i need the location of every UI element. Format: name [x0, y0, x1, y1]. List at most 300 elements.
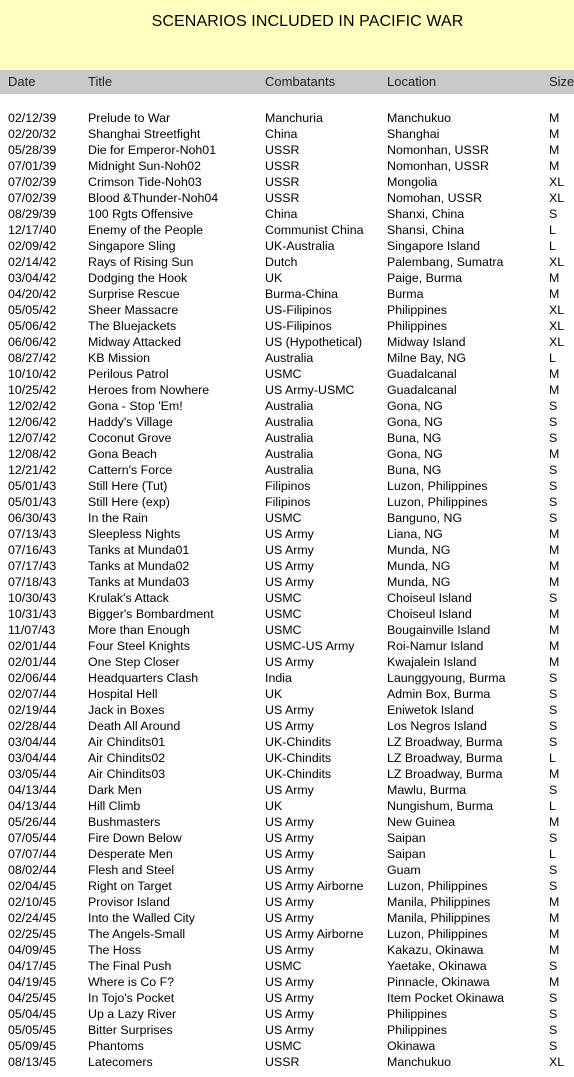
- scenario-location: Manchukuo: [387, 111, 452, 125]
- scenario-combatants: US Army: [265, 703, 314, 717]
- scenario-date: 08/29/39: [8, 207, 57, 221]
- scenario-size: M: [549, 159, 560, 173]
- table-row: [0, 254, 574, 270]
- scenario-location: Luzon, Philippines: [387, 495, 488, 509]
- scenario-size: M: [549, 943, 560, 957]
- scenario-size: M: [549, 367, 560, 381]
- table-row: [0, 462, 574, 478]
- scenario-title: Singapore Sling: [88, 239, 176, 253]
- scenario-location: Banguno, NG: [387, 511, 463, 525]
- scenario-size: L: [549, 351, 556, 365]
- scenario-location: Burma: [387, 287, 424, 301]
- scenario-date: 08/13/45: [8, 1055, 57, 1069]
- scenario-size: S: [549, 831, 558, 845]
- scenario-title: Dodging the Hook: [88, 271, 188, 285]
- scenario-title: Right on Target: [88, 879, 172, 893]
- scenario-size: S: [549, 1023, 558, 1037]
- table-row: [0, 638, 574, 654]
- scenario-size: S: [549, 959, 558, 973]
- table-header: [0, 70, 574, 94]
- scenario-combatants: Manchuria: [265, 111, 323, 125]
- scenario-combatants: US Army: [265, 1007, 314, 1021]
- scenario-combatants: US Army: [265, 783, 314, 797]
- scenario-date: 10/10/42: [8, 367, 57, 381]
- scenario-combatants: Australia: [265, 431, 314, 445]
- scenario-size: XL: [549, 1055, 565, 1069]
- scenario-size: M: [549, 143, 560, 157]
- table-row: [0, 590, 574, 606]
- scenario-date: 07/02/39: [8, 191, 57, 205]
- scenario-title: Bigger's Bombardment: [88, 607, 214, 621]
- scenario-size: M: [549, 543, 560, 557]
- scenario-location: LZ Broadway, Burma: [387, 751, 503, 765]
- scenario-title: Up a Lazy River: [88, 1007, 177, 1021]
- table-row: [0, 878, 574, 894]
- scenario-size: S: [549, 431, 558, 445]
- scenario-combatants: US Army: [265, 527, 314, 541]
- scenario-date: 04/19/45: [8, 975, 57, 989]
- table-row: [0, 558, 574, 574]
- table-row: [0, 718, 574, 734]
- scenario-location: Buna, NG: [387, 431, 442, 445]
- scenario-title: Coconut Grove: [88, 431, 172, 445]
- scenario-date: 02/04/45: [8, 879, 57, 893]
- scenario-date: 10/25/42: [8, 383, 57, 397]
- scenario-location: Mawlu, Burma: [387, 783, 467, 797]
- table-row: [0, 702, 574, 718]
- scenario-title: Still Here (exp): [88, 495, 170, 509]
- scenario-location: Manila, Philippines: [387, 895, 491, 909]
- scenario-size: S: [549, 399, 558, 413]
- scenario-location: Luzon, Philippines: [387, 479, 488, 493]
- scenario-date: 02/07/44: [8, 687, 57, 701]
- scenario-title: Phantoms: [88, 1039, 144, 1053]
- scenario-date: 12/02/42: [8, 399, 57, 413]
- scenario-combatants: Australia: [265, 447, 314, 461]
- table-row: [0, 494, 574, 510]
- scenario-location: Luzon, Philippines: [387, 927, 488, 941]
- scenario-combatants: US Army: [265, 559, 314, 573]
- scenario-combatants: US Army: [265, 943, 314, 957]
- scenario-title: Bushmasters: [88, 815, 161, 829]
- scenario-location: Yaetake, Okinawa: [387, 959, 487, 973]
- scenario-combatants: US Army-USMC: [265, 383, 355, 397]
- scenario-date: 02/14/42: [8, 255, 57, 269]
- scenario-combatants: Dutch: [265, 255, 298, 269]
- scenario-title: In Tojo's Pocket: [88, 991, 175, 1005]
- scenario-title: Midnight Sun-Noh02: [88, 159, 201, 173]
- scenario-size: L: [549, 223, 556, 237]
- scenario-date: 02/10/45: [8, 895, 57, 909]
- scenario-size: M: [549, 111, 560, 125]
- scenario-date: 04/09/45: [8, 943, 57, 957]
- scenario-location: Bougainville Island: [387, 623, 491, 637]
- scenario-location: Item Pocket Okinawa: [387, 991, 505, 1005]
- scenario-combatants: USMC: [265, 607, 302, 621]
- scenario-size: M: [549, 575, 560, 589]
- scenario-combatants: US Army: [265, 575, 314, 589]
- scenario-title: Fire Down Below: [88, 831, 182, 845]
- table-row: [0, 894, 574, 910]
- scenario-title: Shanghai Streetfight: [88, 127, 201, 141]
- scenario-table: [0, 110, 574, 1070]
- table-row: [0, 414, 574, 430]
- table-row: [0, 974, 574, 990]
- scenario-size: L: [549, 847, 556, 861]
- scenario-combatants: Australia: [265, 463, 314, 477]
- scenario-size: M: [549, 639, 560, 653]
- scenario-combatants: US-Filipinos: [265, 319, 332, 333]
- scenario-size: S: [549, 591, 558, 605]
- scenario-location: Guam: [387, 863, 421, 877]
- table-row: [0, 574, 574, 590]
- scenario-title: The Bluejackets: [88, 319, 177, 333]
- scenario-title: Krulak's Attack: [88, 591, 169, 605]
- table-row: [0, 430, 574, 446]
- scenario-title: Surprise Rescue: [88, 287, 180, 301]
- scenario-combatants: UK-Chindits: [265, 767, 332, 781]
- scenario-date: 03/04/42: [8, 271, 57, 285]
- scenario-combatants: USMC: [265, 623, 302, 637]
- table-row: [0, 158, 574, 174]
- scenario-title: Jack in Boxes: [88, 703, 165, 717]
- scenario-combatants: UK: [265, 799, 283, 813]
- table-row: [0, 1054, 574, 1070]
- scenario-location: Manchukuo: [387, 1055, 452, 1069]
- table-row: [0, 862, 574, 878]
- scenario-location: Kakazu, Okinawa: [387, 943, 484, 957]
- scenario-date: 10/30/43: [8, 591, 57, 605]
- scenario-size: XL: [549, 175, 565, 189]
- table-row: [0, 942, 574, 958]
- scenario-location: Shanxi, China: [387, 207, 465, 221]
- table-row: [0, 446, 574, 462]
- scenario-location: Luzon, Philippines: [387, 879, 488, 893]
- scenario-location: Munda, NG: [387, 543, 451, 557]
- scenario-title: Gona - Stop 'Em!: [88, 399, 183, 413]
- scenario-combatants: UK: [265, 271, 283, 285]
- scenario-combatants: USMC: [265, 1039, 302, 1053]
- table-row: [0, 110, 574, 126]
- scenario-title: Bitter Surprises: [88, 1023, 173, 1037]
- scenario-date: 07/01/39: [8, 159, 57, 173]
- scenario-date: 04/13/44: [8, 799, 57, 813]
- table-row: [0, 830, 574, 846]
- scenario-title: Perilous Patrol: [88, 367, 169, 381]
- scenario-combatants: India: [265, 671, 292, 685]
- scenario-size: M: [549, 383, 560, 397]
- scenario-combatants: USSR: [265, 191, 300, 205]
- scenario-location: Choiseul Island: [387, 607, 472, 621]
- scenario-combatants: US Army Airborne: [265, 879, 364, 893]
- scenario-location: LZ Broadway, Burma: [387, 767, 503, 781]
- scenario-date: 04/25/45: [8, 991, 57, 1005]
- scenario-size: M: [549, 623, 560, 637]
- scenario-location: Philippines: [387, 1007, 447, 1021]
- scenario-date: 02/19/44: [8, 703, 57, 717]
- scenario-location: Munda, NG: [387, 559, 451, 573]
- scenario-date: 02/24/45: [8, 911, 57, 925]
- scenario-size: M: [549, 655, 560, 669]
- scenario-combatants: UK-Chindits: [265, 751, 332, 765]
- scenario-combatants: US Army: [265, 1023, 314, 1037]
- scenario-title: Heroes from Nowhere: [88, 383, 210, 397]
- scenario-date: 02/06/44: [8, 671, 57, 685]
- scenario-date: 10/31/43: [8, 607, 57, 621]
- scenario-combatants: China: [265, 207, 298, 221]
- table-row: [0, 958, 574, 974]
- scenario-date: 05/06/42: [8, 319, 57, 333]
- scenario-date: 07/05/44: [8, 831, 57, 845]
- scenario-date: 05/05/42: [8, 303, 57, 317]
- scenario-location: Pinnacle, Okinawa: [387, 975, 490, 989]
- scenario-date: 05/01/43: [8, 479, 57, 493]
- scenario-size: XL: [549, 319, 565, 333]
- scenario-location: Palembang, Sumatra: [387, 255, 504, 269]
- scenario-combatants: UK-Chindits: [265, 735, 332, 749]
- scenario-location: Nomonhan, USSR: [387, 143, 489, 157]
- scenario-combatants: China: [265, 127, 298, 141]
- scenario-date: 02/09/42: [8, 239, 57, 253]
- scenario-size: S: [549, 207, 558, 221]
- table-row: [0, 270, 574, 286]
- column-header-combatants: Combatants: [265, 74, 336, 89]
- table-row: [0, 222, 574, 238]
- scenario-date: 06/06/42: [8, 335, 57, 349]
- scenario-location: Okinawa: [387, 1039, 436, 1053]
- scenario-title: Haddy's Village: [88, 415, 173, 429]
- scenario-title: More than Enough: [88, 623, 190, 637]
- table-row: [0, 286, 574, 302]
- column-header-size: Size: [549, 74, 574, 89]
- scenario-location: Gona, NG: [387, 399, 443, 413]
- scenario-date: 05/01/43: [8, 495, 57, 509]
- scenario-size: S: [549, 1039, 558, 1053]
- scenario-location: New Guinea: [387, 815, 456, 829]
- column-header-date: Date: [8, 74, 36, 89]
- scenario-location: Mongolia: [387, 175, 438, 189]
- scenario-combatants: US Army: [265, 991, 314, 1005]
- scenario-title: Into the Walled City: [88, 911, 195, 925]
- scenario-combatants: Burma-China: [265, 287, 338, 301]
- table-row: [0, 206, 574, 222]
- scenario-size: M: [549, 559, 560, 573]
- scenario-size: L: [549, 751, 556, 765]
- scenario-combatants: USMC: [265, 959, 302, 973]
- scenario-title: Death All Around: [88, 719, 181, 733]
- scenario-title: 100 Rgts Offensive: [88, 207, 194, 221]
- scenario-combatants: UK: [265, 687, 283, 701]
- scenario-title: Blood &Thunder-Noh04: [88, 191, 219, 205]
- scenario-combatants: UK-Australia: [265, 239, 335, 253]
- scenario-date: 04/20/42: [8, 287, 57, 301]
- scenario-title: Enemy of the People: [88, 223, 204, 237]
- scenario-location: Philippines: [387, 1023, 447, 1037]
- scenario-date: 07/02/39: [8, 175, 57, 189]
- scenario-location: Buna, NG: [387, 463, 442, 477]
- scenario-date: 08/27/42: [8, 351, 57, 365]
- scenario-date: 02/28/44: [8, 719, 57, 733]
- table-row: [0, 654, 574, 670]
- scenario-size: S: [549, 783, 558, 797]
- table-row: [0, 1006, 574, 1022]
- scenario-location: Nungishum, Burma: [387, 799, 494, 813]
- scenario-size: S: [549, 735, 558, 749]
- scenario-combatants: US (Hypothetical): [265, 335, 363, 349]
- scenario-size: XL: [549, 303, 565, 317]
- scenario-date: 02/25/45: [8, 927, 57, 941]
- table-row: [0, 926, 574, 942]
- table-row: [0, 318, 574, 334]
- scenario-combatants: USSR: [265, 1055, 300, 1069]
- scenario-size: XL: [549, 255, 565, 269]
- scenario-title: Latecomers: [88, 1055, 153, 1069]
- table-row: [0, 686, 574, 702]
- scenario-combatants: USSR: [265, 159, 300, 173]
- scenario-date: 07/17/43: [8, 559, 57, 573]
- scenario-size: S: [549, 671, 558, 685]
- scenario-date: 04/17/45: [8, 959, 57, 973]
- table-row: [0, 526, 574, 542]
- table-row: [0, 542, 574, 558]
- table-row: [0, 606, 574, 622]
- scenario-location: Philippines: [387, 319, 447, 333]
- table-row: [0, 814, 574, 830]
- scenario-date: 12/21/42: [8, 463, 57, 477]
- scenario-location: Eniwetok Island: [387, 703, 474, 717]
- scenario-title: Headquarters Clash: [88, 671, 199, 685]
- scenario-date: 05/28/39: [8, 143, 57, 157]
- scenario-combatants: Communist China: [265, 223, 364, 237]
- table-row: [0, 510, 574, 526]
- scenario-title: Die for Emperor-Noh01: [88, 143, 217, 157]
- scenario-combatants: Australia: [265, 415, 314, 429]
- scenario-combatants: USMC-US Army: [265, 639, 355, 653]
- scenario-location: Liana, NG: [387, 527, 443, 541]
- scenario-date: 05/26/44: [8, 815, 57, 829]
- scenario-date: 07/16/43: [8, 543, 57, 557]
- scenario-title: Hospital Hell: [88, 687, 158, 701]
- scenario-combatants: USSR: [265, 175, 300, 189]
- scenario-title: Provisor Island: [88, 895, 170, 909]
- scenario-title: Where is Co F?: [88, 975, 175, 989]
- table-row: [0, 846, 574, 862]
- scenario-combatants: US Army: [265, 895, 314, 909]
- scenario-combatants: US Army: [265, 655, 314, 669]
- scenario-size: S: [549, 463, 558, 477]
- table-row: [0, 990, 574, 1006]
- scenario-title: Air Chindits02: [88, 751, 166, 765]
- scenario-title: Crimson Tide-Noh03: [88, 175, 202, 189]
- scenario-location: Shansi, China: [387, 223, 465, 237]
- scenario-combatants: US Army: [265, 815, 314, 829]
- scenario-location: Choiseul Island: [387, 591, 472, 605]
- scenario-date: 07/07/44: [8, 847, 57, 861]
- scenario-location: Launggyoung, Burma: [387, 671, 506, 685]
- scenario-title: The Final Push: [88, 959, 172, 973]
- table-row: [0, 366, 574, 382]
- scenario-size: M: [549, 815, 560, 829]
- table-row: [0, 238, 574, 254]
- scenario-title: Four Steel Knights: [88, 639, 190, 653]
- scenario-location: Midway Island: [387, 335, 466, 349]
- scenario-size: S: [549, 511, 558, 525]
- scenario-combatants: USMC: [265, 591, 302, 605]
- scenario-date: 02/01/44: [8, 639, 57, 653]
- scenario-combatants: Filipinos: [265, 479, 311, 493]
- scenario-size: M: [549, 271, 560, 285]
- scenario-size: M: [549, 287, 560, 301]
- scenario-date: 12/07/42: [8, 431, 57, 445]
- scenario-date: 03/04/44: [8, 751, 57, 765]
- scenario-location: Milne Bay, NG: [387, 351, 466, 365]
- scenario-combatants: US Army: [265, 847, 314, 861]
- scenario-location: Manila, Philippines: [387, 911, 491, 925]
- scenario-size: M: [549, 127, 560, 141]
- scenario-location: Admin Box, Burma: [387, 687, 491, 701]
- scenario-location: LZ Broadway, Burma: [387, 735, 503, 749]
- scenario-size: S: [549, 479, 558, 493]
- scenario-title: Tanks at Munda03: [88, 575, 190, 589]
- table-row: [0, 334, 574, 350]
- scenario-combatants: US Army: [265, 863, 314, 877]
- table-row: [0, 1022, 574, 1038]
- scenario-date: 02/20/32: [8, 127, 57, 141]
- table-row: [0, 734, 574, 750]
- column-header-title: Title: [88, 74, 113, 89]
- scenario-title: Prelude to War: [88, 111, 171, 125]
- scenario-size: L: [549, 799, 556, 813]
- scenario-title: Rays of Rising Sun: [88, 255, 194, 269]
- scenario-combatants: Filipinos: [265, 495, 311, 509]
- scenario-combatants: US Army: [265, 719, 314, 733]
- scenario-size: S: [549, 687, 558, 701]
- column-header-location: Location: [387, 74, 437, 89]
- scenario-size: M: [549, 927, 560, 941]
- scenario-date: 07/13/43: [8, 527, 57, 541]
- scenario-title: Tanks at Munda01: [88, 543, 190, 557]
- table-row: [0, 782, 574, 798]
- scenario-date: 04/13/44: [8, 783, 57, 797]
- scenario-location: Gona, NG: [387, 415, 443, 429]
- scenario-location: Nomonhan, USSR: [387, 159, 489, 173]
- scenario-date: 05/04/45: [8, 1007, 57, 1021]
- scenario-combatants: US Army Airborne: [265, 927, 364, 941]
- scenario-title: Tanks at Munda02: [88, 559, 190, 573]
- scenario-title: Sheer Massacre: [88, 303, 179, 317]
- scenario-location: Saipan: [387, 847, 426, 861]
- scenario-title: Still Here (Tut): [88, 479, 168, 493]
- scenario-title: Flesh and Steel: [88, 863, 175, 877]
- scenario-combatants: USSR: [265, 143, 300, 157]
- scenario-date: 06/30/43: [8, 511, 57, 525]
- scenario-location: Shanghai: [387, 127, 440, 141]
- scenario-combatants: USMC: [265, 511, 302, 525]
- scenario-title: One Step Closer: [88, 655, 180, 669]
- scenario-size: M: [549, 527, 560, 541]
- scenario-location: Munda, NG: [387, 575, 451, 589]
- scenario-combatants: US Army: [265, 831, 314, 845]
- scenario-size: S: [549, 415, 558, 429]
- table-row: [0, 190, 574, 206]
- scenario-combatants: US-Filipinos: [265, 303, 332, 317]
- scenario-title: The Hoss: [88, 943, 142, 957]
- scenario-date: 03/05/44: [8, 767, 57, 781]
- scenario-size: S: [549, 879, 558, 893]
- scenario-date: 11/07/43: [8, 623, 56, 637]
- scenario-title: Gona Beach: [88, 447, 157, 461]
- scenario-combatants: Australia: [265, 399, 314, 413]
